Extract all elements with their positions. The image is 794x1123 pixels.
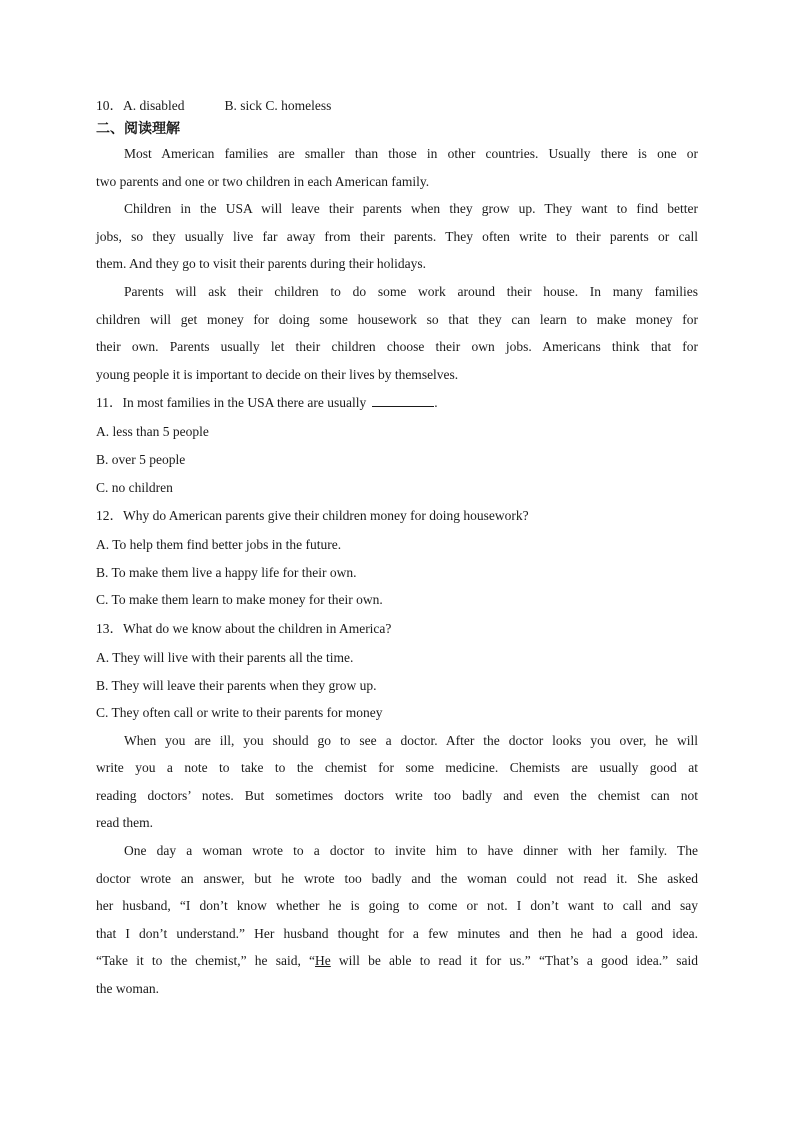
question-10-number: 10． — [96, 98, 123, 113]
question-11-option-a: A. less than 5 people — [96, 424, 209, 440]
passage1-line: young people it is important to decide on their lives by themselves. — [96, 366, 459, 382]
passage2-line: When you are ill, you should go to see a doctor. After the doctor looks you over, he will — [124, 732, 698, 748]
passage1-line: their own. Parents usually let their children choose their own jobs. Americans think that for — [96, 339, 698, 355]
passage1-line: children will get money for doing some housework so that they can learn to make money for — [96, 311, 698, 327]
question-12-option-a: A. To help them find better jobs in the future. — [96, 537, 342, 553]
passage2-line: One day a woman wrote to a doctor to invite him to have dinner with her family. The — [124, 843, 698, 859]
passage2-line: doctor wrote an answer, but he wrote too badly and the woman could not read it. She asked — [96, 870, 698, 886]
passage1-line: them. And they go to visit their parents during their holidays. — [96, 256, 426, 272]
question-12-option-b: B. To make them live a happy life for their own. — [96, 564, 357, 580]
question-13-option-a: A. They will live with their parents all the time. — [96, 649, 354, 665]
section-title: 二、阅读理解 — [96, 121, 180, 137]
passage1-line: jobs, so they usually live far away from their parents. They often write to their parents or call — [96, 228, 698, 244]
answer-blank — [372, 392, 434, 407]
passage2-line: her husband, “I don’t know whether he is going to come or not. I don’t want to call and say — [96, 898, 698, 914]
passage2-line — [96, 947, 698, 975]
passage2-line: reading doctors’ notes. But sometimes doctors write too badly and even the chemist can not — [96, 787, 698, 803]
passage1-line: Children in the USA will leave their parents when they grow up. They want to find better — [124, 201, 698, 217]
question-13-option-c: C. They often call or write to their parents for money — [96, 705, 383, 721]
passage1-line: Most American families are smaller than those in other countries. Usually there is one or — [124, 146, 698, 161]
question-13-stem: 13．What do we know about the children in America? — [96, 620, 392, 636]
underlined-word: He — [315, 953, 331, 969]
document-page — [96, 94, 698, 1003]
passage1-line: two parents and one or two children in each American family. — [96, 173, 430, 189]
question-13-option-b: B. They will leave their parents when they grow up. — [96, 677, 377, 693]
passage1-line: Parents will ask their children to do some work around their house. In many families — [124, 283, 698, 299]
passage2-text: will be able to read it for us.” “That’s a good idea.” said — [330, 953, 698, 969]
passage2-line: write you a note to take to the chemist for some medicine. Chemists are usually good at — [96, 760, 698, 776]
question-12-stem: 12．Why do American parents give their children money for doing housework? — [96, 508, 529, 524]
question-12-option-c: C. To make them learn to make money for their own. — [96, 592, 383, 608]
question-11-option-b: B. over 5 people — [96, 451, 186, 467]
question-10-option-b: B. sick — [224, 98, 263, 113]
question-10 — [96, 94, 698, 118]
passage2-text: “Take it to the chemist,” he said, “ — [96, 953, 315, 969]
question-11-stem: 11．In most families in the USA there are usually — [96, 395, 367, 411]
question-11-option-c: C. no children — [96, 479, 173, 495]
passage2-line: the woman. — [96, 981, 159, 997]
passage2-line: read them. — [96, 815, 153, 831]
question-10-option-c: C. homeless — [265, 98, 332, 113]
passage2-line: that I don’t understand.” Her husband thought for a few minutes and then he had a good idea. — [96, 925, 698, 941]
question-11 — [96, 388, 698, 418]
question-11-end: . — [434, 395, 438, 411]
question-10-option-a: A. disabled — [123, 98, 185, 113]
